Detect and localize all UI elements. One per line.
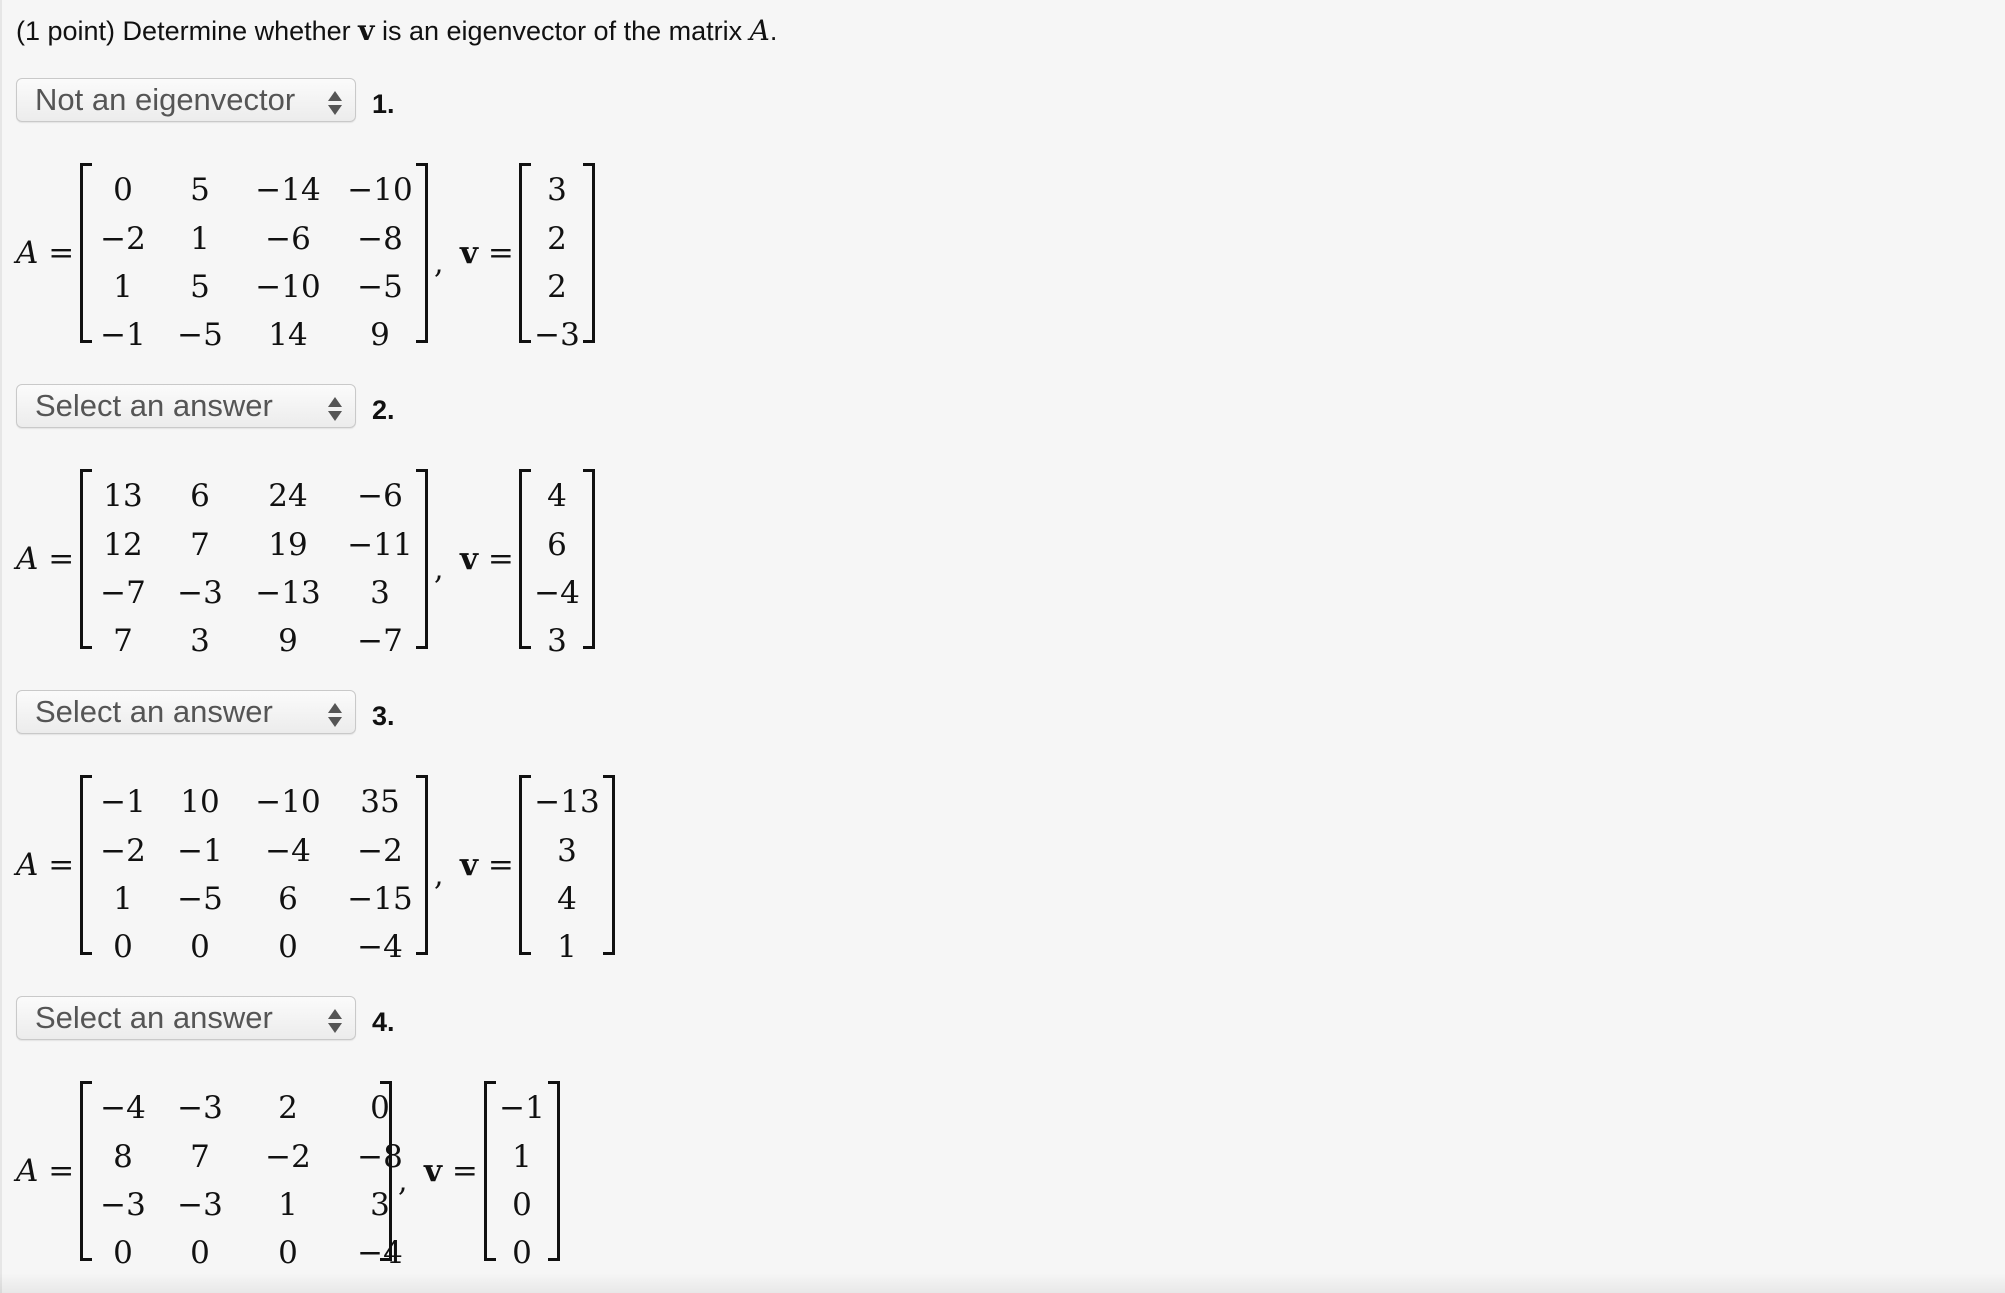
vector-v-symbol: v — [460, 235, 479, 271]
equals-sign: = — [478, 235, 514, 271]
matrix-cell: −5 — [357, 269, 403, 305]
prompt-prefix: (1 point) Determine whether — [16, 16, 359, 46]
matrix-A-label — [16, 845, 74, 885]
vector-v-symbol: v — [460, 847, 479, 883]
equals-sign: = — [38, 847, 75, 883]
matrix-cell: −15 — [347, 881, 413, 917]
matrix-cell: −13 — [255, 575, 321, 611]
question-number: 3. — [372, 701, 395, 731]
matrix-cell: 9 — [370, 317, 390, 353]
select-updown-arrows-icon — [325, 86, 345, 114]
matrix-cell: 3 — [190, 623, 210, 659]
matrix-cell: −1 — [177, 833, 223, 869]
matrix-cell: −2 — [357, 833, 403, 869]
prompt-suffix: . — [769, 16, 778, 46]
matrix-cell: 6 — [278, 881, 298, 917]
select-updown-arrows-icon — [325, 698, 345, 726]
equals-sign: = — [478, 847, 514, 883]
vector-cell: 3 — [547, 172, 567, 208]
answer-select-2[interactable] — [16, 384, 356, 428]
answer-select-4[interactable] — [16, 996, 356, 1040]
matrix-cell: −10 — [347, 172, 413, 208]
matrix-cell: −5 — [177, 881, 223, 917]
vector-cell: 1 — [512, 1139, 532, 1175]
matrix-cell: 0 — [190, 1235, 210, 1271]
matrix-cell: −10 — [255, 784, 321, 820]
vector-v-label — [424, 1151, 478, 1191]
matrix-cell: 7 — [190, 527, 210, 563]
vector-cell: 0 — [512, 1187, 532, 1223]
matrix-cell: −11 — [347, 527, 413, 563]
matrix-cell: 7 — [113, 623, 133, 659]
matrix-cell: −1 — [100, 784, 146, 820]
question-number: 1. — [372, 89, 395, 119]
matrix-cell: −10 — [255, 269, 321, 305]
prompt-middle: is an eigenvector of the matrix — [374, 16, 750, 46]
answer-select-1[interactable] — [16, 78, 356, 122]
matrix-cell: −4 — [357, 929, 403, 965]
matrix-A-label — [16, 1151, 74, 1191]
vector-v-label — [460, 539, 514, 579]
matrix-cell: 5 — [190, 269, 210, 305]
matrix-cell: 7 — [190, 1139, 210, 1175]
vector-cell: 2 — [547, 269, 567, 305]
vector-cell: 3 — [547, 623, 567, 659]
equals-sign: = — [38, 1153, 75, 1189]
vector-cell: 4 — [557, 881, 577, 917]
matrix-cell: 0 — [278, 929, 298, 965]
matrix-cell: −4 — [265, 833, 311, 869]
matrix-cell: 35 — [360, 784, 400, 820]
matrix-cell: 3 — [370, 1187, 390, 1223]
matrix-cell: 1 — [113, 269, 133, 305]
matrix-cell: 0 — [278, 1235, 298, 1271]
matrix-cell: −8 — [357, 221, 403, 257]
equals-sign: = — [38, 235, 75, 271]
vector-cell: 2 — [547, 221, 567, 257]
matrix-cell: −3 — [100, 1187, 146, 1223]
vector-cell: 1 — [557, 929, 577, 965]
separator-comma: , — [434, 246, 444, 281]
matrix-cell: 13 — [103, 478, 143, 514]
vector-v-label — [460, 233, 514, 273]
matrix-cell: −6 — [265, 221, 311, 257]
matrix-cell: −14 — [255, 172, 321, 208]
question-number: 2. — [372, 395, 395, 425]
matrix-A-symbol: A — [16, 541, 39, 577]
matrix-cell: −7 — [357, 623, 403, 659]
vector-cell: −4 — [534, 575, 580, 611]
matrix-cell: −6 — [357, 478, 403, 514]
separator-comma: , — [434, 552, 444, 587]
matrix-cell: 2 — [278, 1090, 298, 1126]
question-number: 4. — [372, 1007, 395, 1037]
vector-v-symbol: v — [424, 1153, 443, 1189]
equals-sign: = — [38, 541, 75, 577]
matrix-cell: −4 — [100, 1090, 146, 1126]
equals-sign: = — [478, 541, 514, 577]
prompt-vector-symbol: v — [358, 14, 375, 47]
matrix-cell: 6 — [190, 478, 210, 514]
matrix-cell: −2 — [100, 221, 146, 257]
matrix-cell: 14 — [268, 317, 308, 353]
matrix-cell: −8 — [357, 1139, 403, 1175]
vector-v-label — [460, 845, 514, 885]
answer-select-value: Not an eigenvector — [35, 82, 296, 117]
select-updown-arrows-icon — [325, 392, 345, 420]
prompt-matrix-symbol: A — [749, 14, 770, 47]
matrix-cell: −7 — [100, 575, 146, 611]
matrix-A-symbol: A — [16, 847, 39, 883]
matrix-cell: −3 — [177, 1187, 223, 1223]
matrix-cell: −3 — [177, 575, 223, 611]
vector-cell: −13 — [534, 784, 600, 820]
vector-cell: 0 — [512, 1235, 532, 1271]
matrix-cell: 0 — [370, 1090, 390, 1126]
matrix-cell: 9 — [278, 623, 298, 659]
matrix-A-label — [16, 233, 74, 273]
matrix-cell: 12 — [103, 527, 143, 563]
vector-cell: −3 — [534, 317, 580, 353]
select-updown-arrows-icon — [325, 1004, 345, 1032]
matrix-cell: 0 — [113, 172, 133, 208]
matrix-cell: −5 — [177, 317, 223, 353]
vector-v-symbol: v — [460, 541, 479, 577]
problem-prompt — [16, 12, 777, 50]
matrix-cell: 0 — [113, 929, 133, 965]
vector-cell: 4 — [547, 478, 567, 514]
matrix-cell: −4 — [357, 1235, 403, 1271]
vector-cell: 3 — [557, 833, 577, 869]
matrix-cell: 8 — [113, 1139, 133, 1175]
matrix-cell: 24 — [268, 478, 308, 514]
answer-select-value: Select an answer — [35, 388, 273, 423]
matrix-cell: 1 — [278, 1187, 298, 1223]
separator-comma: , — [398, 1164, 408, 1199]
matrix-cell: 19 — [268, 527, 308, 563]
matrix-cell: 0 — [113, 1235, 133, 1271]
matrix-cell: 1 — [190, 221, 210, 257]
equals-sign: = — [442, 1153, 478, 1189]
matrix-A-symbol: A — [16, 1153, 39, 1189]
matrix-A-label — [16, 539, 74, 579]
vector-cell: 6 — [547, 527, 567, 563]
matrix-cell: 10 — [180, 784, 220, 820]
matrix-cell: −1 — [100, 317, 146, 353]
vector-cell: −1 — [499, 1090, 545, 1126]
bottom-shadow — [0, 1273, 2005, 1293]
separator-comma: , — [434, 858, 444, 893]
matrix-cell: 0 — [190, 929, 210, 965]
answer-select-3[interactable] — [16, 690, 356, 734]
matrix-A-symbol: A — [16, 235, 39, 271]
answer-select-value: Select an answer — [35, 1000, 273, 1035]
answer-select-value: Select an answer — [35, 694, 273, 729]
matrix-cell: −2 — [265, 1139, 311, 1175]
matrix-cell: −3 — [177, 1090, 223, 1126]
matrix-cell: 5 — [190, 172, 210, 208]
matrix-cell: 3 — [370, 575, 390, 611]
matrix-cell: 1 — [113, 881, 133, 917]
matrix-cell: −2 — [100, 833, 146, 869]
